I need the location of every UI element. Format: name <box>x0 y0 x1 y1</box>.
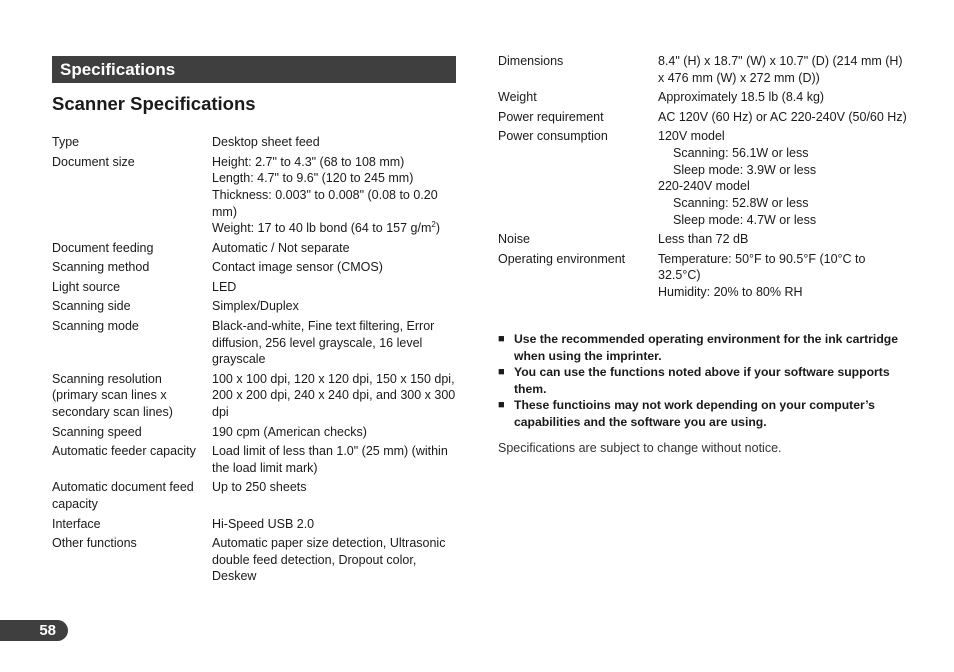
spec-row-document-feed-capacity <box>52 479 462 512</box>
spec-value <box>212 240 462 257</box>
spec-label: Document feeding <box>52 240 154 255</box>
spec-value-line: 100 x 100 dpi, 120 x 120 dpi, 150 x 150 dpi, 200 x 200 dpi, 240 x 240 dpi, and 300 x 300 dpi <box>212 371 456 420</box>
spec-label: Power requirement <box>498 109 604 124</box>
spec-value-line: Sleep mode: 4.7W or less <box>673 212 817 227</box>
spec-row-power-requirement <box>498 109 908 126</box>
spec-value: Less than 72 dB <box>658 232 749 247</box>
spec-row-scanning-speed <box>52 424 462 441</box>
spec-row-scanning-mode <box>52 318 462 368</box>
note-text: These functioins may not work depending on your computer’s capabilities and the software you are using. <box>514 398 875 429</box>
spec-value-line: 220-240V model <box>658 179 750 194</box>
disclaimer-text: Specifications are subject to change without notice. <box>498 441 782 455</box>
scanner-spec-table-left <box>52 134 462 588</box>
spec-value-line-weight <box>212 220 462 237</box>
weight-suffix: ) <box>435 221 440 236</box>
note-item <box>498 331 918 364</box>
spec-value <box>212 298 462 315</box>
spec-value <box>658 251 908 301</box>
spec-value <box>212 443 462 476</box>
spec-value: 8.4" (H) x 18.7" (W) x 10.7" (D) (214 mm (H) x 476 mm (W) x 272 mm (D)) <box>658 54 903 85</box>
spec-value-line: Length: 4.7" to 9.6" (120 to 245 mm) <box>212 171 414 186</box>
spec-row-weight <box>498 89 908 106</box>
spec-row-scanning-method <box>52 259 462 276</box>
spec-value <box>212 535 462 585</box>
page-title: Scanner Specifications <box>52 93 256 114</box>
spec-row-light-source <box>52 279 462 296</box>
spec-row-dimensions <box>498 53 908 86</box>
spec-row-scanning-side <box>52 298 462 315</box>
spec-label: Scanning mode <box>52 318 139 333</box>
spec-label: Light source <box>52 279 121 294</box>
spec-value-line: Up to 250 sheets <box>212 480 307 495</box>
spec-row-document-size <box>52 154 462 238</box>
spec-value-line: Black-and-white, Fine text filtering, Error diffusion, 256 level grayscale, 16 level grayscale <box>212 318 435 367</box>
square-bullet-icon: ■ <box>498 399 505 412</box>
spec-value-line: 120V model <box>658 129 725 144</box>
spec-label: Scanning side <box>52 299 131 314</box>
spec-label: Dimensions <box>498 54 564 68</box>
spec-value-line: Temperature: 50°F to 90.5°F (10°C to 32.5°C) <box>658 251 866 283</box>
spec-value-line: Load limit of less than 1.0" (25 mm) (within the load limit mark) <box>212 444 448 475</box>
square-bullet-icon: ■ <box>498 366 505 379</box>
spec-row-power-consumption <box>498 128 908 228</box>
spec-value <box>212 279 462 296</box>
scanner-spec-table-right <box>498 53 908 304</box>
spec-value-line: Height: 2.7" to 4.3" (68 to 108 mm) <box>212 154 405 169</box>
spec-row-noise <box>498 231 908 248</box>
spec-label: Operating environment <box>498 251 626 266</box>
spec-value-line: Simplex/Duplex <box>212 299 299 314</box>
spec-value <box>658 128 908 228</box>
spec-value <box>212 318 462 368</box>
spec-value-line: LED <box>212 279 237 294</box>
section-title: Specifications <box>60 60 176 79</box>
spec-value-line: Sleep mode: 3.9W or less <box>673 162 817 177</box>
spec-label: Automatic document feed capacity <box>52 480 194 512</box>
spec-row-operating-environment <box>498 251 908 301</box>
spec-row-scanning-resolution <box>52 371 462 421</box>
spec-value <box>212 154 462 238</box>
spec-value <box>212 424 462 441</box>
spec-value-line: Automatic / Not separate <box>212 240 350 255</box>
spec-value-line: Scanning: 56.1W or less <box>673 145 809 160</box>
note-item <box>498 364 918 397</box>
notes-list <box>498 331 918 431</box>
spec-value-line: Thickness: 0.003" to 0.008" (0.08 to 0.20 mm) <box>212 187 438 219</box>
spec-label: Noise <box>498 232 530 247</box>
spec-label: Scanning speed <box>52 424 142 439</box>
weight-text: Weight: 17 to 40 lb bond (64 to 157 g/m <box>212 221 432 236</box>
spec-value-line: 190 cpm (American checks) <box>212 424 367 439</box>
square-bullet-icon: ■ <box>498 333 505 345</box>
spec-label: Scanning method <box>52 260 150 275</box>
spec-value-line: Contact image sensor (CMOS) <box>212 260 383 275</box>
spec-label: Automatic feeder capacity <box>52 444 196 459</box>
spec-value <box>212 134 462 151</box>
spec-row-other-functions <box>52 535 462 585</box>
page-number: 58 <box>39 622 56 639</box>
spec-row-document-feeding <box>52 240 462 257</box>
spec-row-interface <box>52 516 462 533</box>
spec-label: Scanning resolution (primary scan lines x secondary scan lines) <box>52 371 173 420</box>
spec-value-line: Scanning: 52.8W or less <box>673 196 809 211</box>
superscript: 2 <box>431 220 436 230</box>
spec-value <box>212 259 462 276</box>
spec-value-line: Automatic paper size detection, Ultrasonic double feed detection, Dropout color, Deskew <box>212 536 446 584</box>
spec-label: Power consumption <box>498 129 608 144</box>
section-title-bar <box>52 56 456 83</box>
spec-value-line: Desktop sheet feed <box>212 135 320 149</box>
page-number-tab <box>0 620 68 641</box>
spec-value <box>212 516 462 533</box>
spec-value: AC 120V (60 Hz) or AC 220-240V (50/60 Hz) <box>658 109 907 124</box>
spec-value-line: Humidity: 20% to 80% RH <box>658 285 803 300</box>
spec-row-feeder-capacity <box>52 443 462 476</box>
spec-label: Type <box>52 135 80 149</box>
spec-label: Weight <box>498 90 537 105</box>
spec-label: Interface <box>52 516 101 531</box>
spec-row-type <box>52 134 462 151</box>
note-text: You can use the functions noted above if your software supports them. <box>514 365 890 396</box>
spec-value <box>212 371 462 421</box>
spec-label: Document size <box>52 154 135 169</box>
note-item <box>498 397 918 430</box>
spec-label: Other functions <box>52 536 137 551</box>
spec-value <box>212 479 462 512</box>
spec-value-line: Hi-Speed USB 2.0 <box>212 516 315 531</box>
spec-value: Approximately 18.5 lb (8.4 kg) <box>658 90 825 105</box>
note-text: Use the recommended operating environment for the ink cartridge when using the imprinter. <box>514 332 898 363</box>
